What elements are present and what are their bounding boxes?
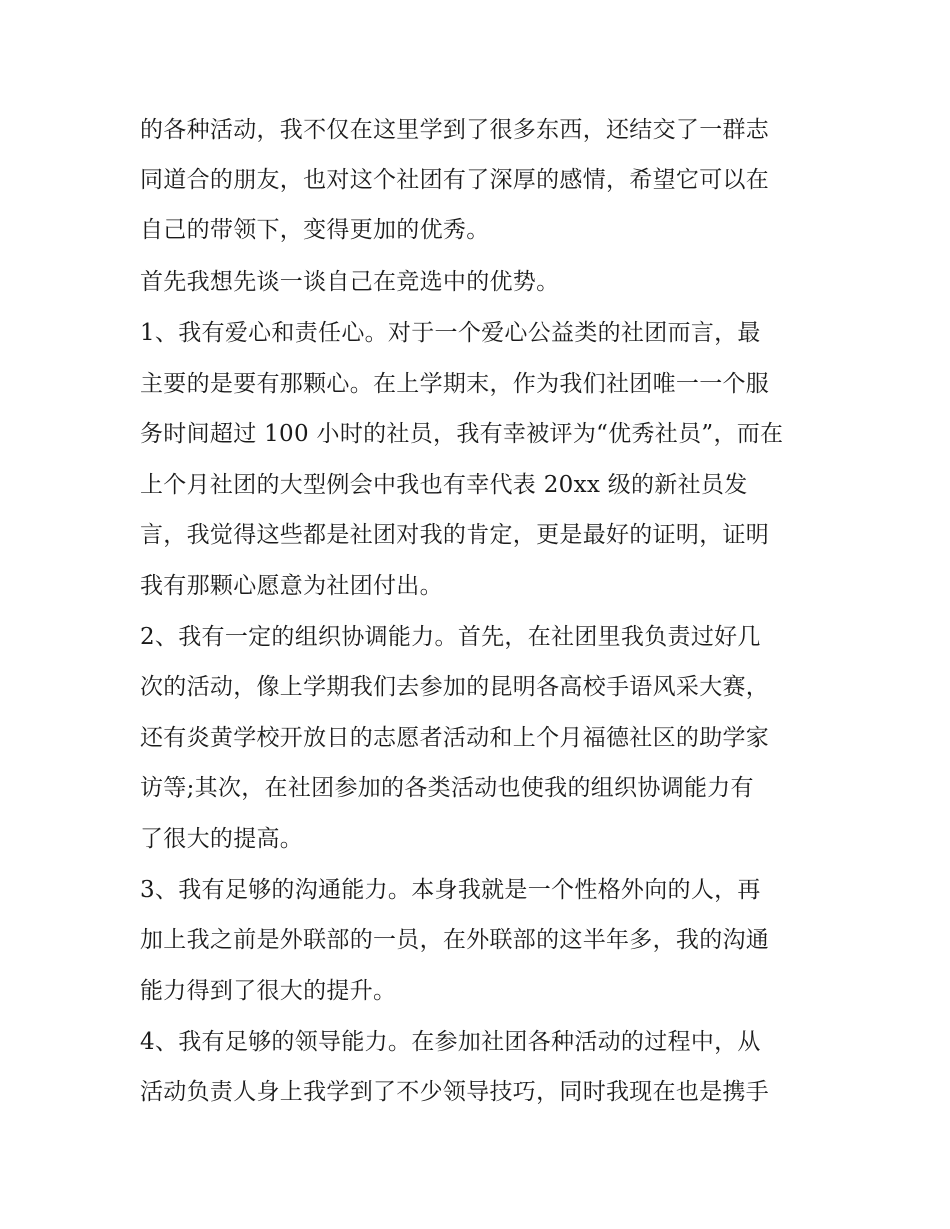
text-line: 的各种活动，我不仅在这里学到了很多东西，还结交了一群志 xyxy=(140,117,770,143)
text-line: 2、我有一定的组织协调能力。首先，在社团里我负责过好几 xyxy=(140,624,761,650)
text-line: 了很大的提高。 xyxy=(140,826,304,852)
text-line: 4、我有足够的领导能力。在参加社团各种活动的过程中，从 xyxy=(140,1029,761,1055)
text-line: 1、我有爱心和责任心。对于一个爱心公益类的社团而言，最 xyxy=(140,320,761,346)
text-line: 3、我有足够的沟通能力。本身我就是一个性格外向的人，再 xyxy=(140,877,761,903)
text-line: 能力得到了很大的提升。 xyxy=(140,978,397,1004)
text-line: 务时间超过 100 小时的社员，我有幸被评为“优秀社员”，而在 xyxy=(140,421,784,447)
text-line: 还有炎黄学校开放日的志愿者活动和上个月福德社区的助学家 xyxy=(140,725,770,751)
text-line: 我有那颗心愿意为社团付出。 xyxy=(140,573,443,599)
text-line: 同道合的朋友，也对这个社团有了深厚的感情，希望它可以在 xyxy=(140,167,770,193)
text-line: 首先我想先谈一谈自己在竞选中的优势。 xyxy=(140,269,560,295)
text-line: 上个月社团的大型例会中我也有幸代表 20xx 级的新社员发 xyxy=(140,472,748,498)
text-line: 加上我之前是外联部的一员，在外联部的这半年多，我的沟通 xyxy=(140,927,770,953)
text-line: 言，我觉得这些都是社团对我的肯定，更是最好的证明，证明 xyxy=(140,522,770,548)
text-line: 次的活动，像上学期我们去参加的昆明各高校手语风采大赛， xyxy=(140,674,770,700)
text-line: 自己的带领下，变得更加的优秀。 xyxy=(140,217,490,243)
text-line: 访等;其次，在社团参加的各类活动也使我的组织协调能力有 xyxy=(140,775,754,801)
text-line: 主要的是要有那颗心。在上学期末，作为我们社团唯一一个服 xyxy=(140,371,770,397)
text-line: 活动负责人身上我学到了不少领导技巧，同时我现在也是携手 xyxy=(140,1079,770,1105)
